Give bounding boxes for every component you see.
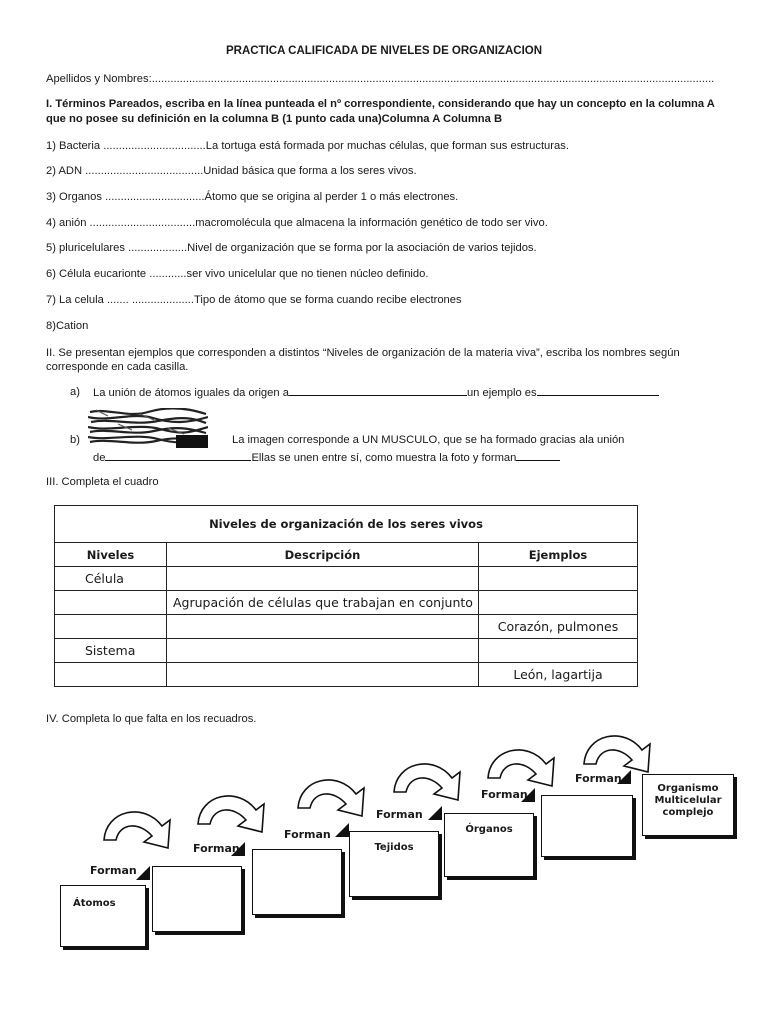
forman-label: Forman [376, 808, 423, 821]
arrow-head-icon [231, 842, 245, 856]
section2-heading-line2: corresponde en cada casilla. [46, 361, 189, 373]
section4-heading: IV. Completa lo que falta en los recuadros. [46, 713, 257, 725]
names-field[interactable]: Apellidos y Nombres:..................................................................................................................................................................................... [46, 73, 715, 85]
box-label: Tejidos [374, 842, 414, 853]
col-header-niveles: Niveles [55, 543, 167, 567]
table-row [55, 615, 638, 639]
table-cell[interactable]: Agrupación de células que trabajan en conjunto [167, 591, 479, 615]
col-header-ejemplos: Ejemplos [479, 543, 638, 567]
item-a-label: a) [70, 386, 80, 398]
pair-item[interactable]: 7) La celula ....... ....................Tipo de átomo que se forma cuando recibe electrones [46, 294, 462, 306]
item-b-text2 [93, 450, 560, 465]
table-cell[interactable]: León, lagartija [479, 663, 638, 687]
forman-label: Forman [481, 788, 528, 801]
table-row [55, 639, 638, 663]
table-row [55, 663, 638, 687]
table-cell[interactable] [167, 639, 479, 663]
curved-arrow-icon [394, 764, 460, 800]
item-a-text2: un ejemplo es [466, 387, 537, 399]
pair-item[interactable]: 4) anión ..................................macromolécula que almacena la información genético de todo ser vivo. [46, 217, 548, 229]
arrow-head-icon [136, 866, 150, 880]
section3-heading: III. Completa el cuadro [46, 476, 159, 488]
pair-item[interactable]: 3) Organos ................................Átomo que se origina al perder 1 o más electrones. [46, 191, 459, 203]
table-cell[interactable]: Sistema [55, 639, 167, 663]
pair-item[interactable]: 5) pluricelulares ...................Nivel de organización que se forma por la asociación de varios tejidos. [46, 242, 537, 254]
section1-heading-line2: que no posee su definición en la columna B (1 punto cada una)Columna A Columna B [46, 113, 503, 125]
curved-arrow-icon [584, 736, 650, 772]
table-cell[interactable] [55, 615, 167, 639]
answer-line[interactable] [289, 385, 467, 396]
section1-heading-line1: I. Términos Pareados, escriba en la línea punteada el nº correspondiente, considerando que hay un concepto en la columna A [46, 98, 715, 110]
table-cell[interactable] [167, 663, 479, 687]
forman-label: Forman [193, 842, 240, 855]
table-row [55, 567, 638, 591]
level-box-atomos[interactable] [60, 885, 146, 947]
table-cell[interactable] [167, 615, 479, 639]
item-b-label: b) [70, 434, 80, 446]
table-cell[interactable] [55, 663, 167, 687]
item-b-text1: La imagen corresponde a UN MUSCULO, que se ha formado gracias ala unión [232, 434, 625, 446]
curved-arrow-icon [488, 750, 554, 786]
forman-label: Forman [284, 828, 331, 841]
section2-heading-line1: II. Se presentan ejemplos que corresponden a distintos “Niveles de organización de la materia viva”, escriba los nombres según [46, 347, 680, 359]
level-box-empty[interactable] [152, 866, 242, 932]
table-cell[interactable] [167, 567, 479, 591]
forman-label: Forman [90, 864, 137, 877]
table-cell[interactable] [479, 639, 638, 663]
item-b-pre: de [93, 452, 106, 464]
level-box-tejidos[interactable] [349, 831, 439, 897]
forman-label: Forman [575, 772, 622, 785]
table-row [55, 591, 638, 615]
table-cell[interactable]: Célula [55, 567, 167, 591]
level-box-empty[interactable] [541, 795, 633, 857]
item-b-mid: Ellas se unen entre sí, como muestra la foto y forman [251, 452, 517, 464]
curved-arrow-icon [298, 780, 364, 816]
level-box-organismo[interactable] [642, 774, 734, 836]
pair-item[interactable]: 6) Célula eucarionte ............ser vivo unicelular que no tienen núcleo definido. [46, 268, 429, 280]
level-box-empty[interactable] [252, 849, 342, 915]
arrow-head-icon [428, 806, 442, 820]
muscle-image [88, 408, 208, 448]
arrow-head-icon [617, 770, 631, 784]
page-title: PRACTICA CALIFICADA DE NIVELES DE ORGANIZACION [225, 45, 543, 57]
answer-line[interactable] [537, 385, 659, 396]
table-cell[interactable] [479, 567, 638, 591]
pair-item[interactable]: 2) ADN ......................................Unidad básica que forma a los seres vivos. [46, 165, 417, 177]
pair-item: 8)Cation [46, 320, 89, 332]
level-box-organos[interactable] [444, 813, 534, 877]
arrow-head-icon [521, 788, 535, 802]
item-a-text [93, 385, 659, 400]
curved-arrow-icon [198, 796, 264, 832]
table-cell[interactable] [55, 591, 167, 615]
answer-line[interactable] [105, 450, 251, 461]
pair-item[interactable]: 1) Bacteria .................................La tortuga está formada por muchas células, que forman sus estructuras. [46, 140, 569, 152]
box-label: Organismo Multicelular complejo [654, 783, 722, 818]
levels-table [54, 505, 638, 687]
table-cell[interactable]: Corazón, pulmones [479, 615, 638, 639]
arrow-head-icon [335, 823, 349, 837]
curved-arrow-icon [104, 812, 170, 848]
box-label: Órganos [465, 824, 513, 835]
col-header-descripcion: Descripción [167, 543, 479, 567]
table-caption: Niveles de organización de los seres vivos [55, 506, 638, 543]
table-cell[interactable] [479, 591, 638, 615]
item-a-text1: La unión de átomos iguales da origen a [93, 387, 289, 399]
box-label: Átomos [73, 898, 116, 909]
answer-line[interactable] [516, 450, 560, 461]
